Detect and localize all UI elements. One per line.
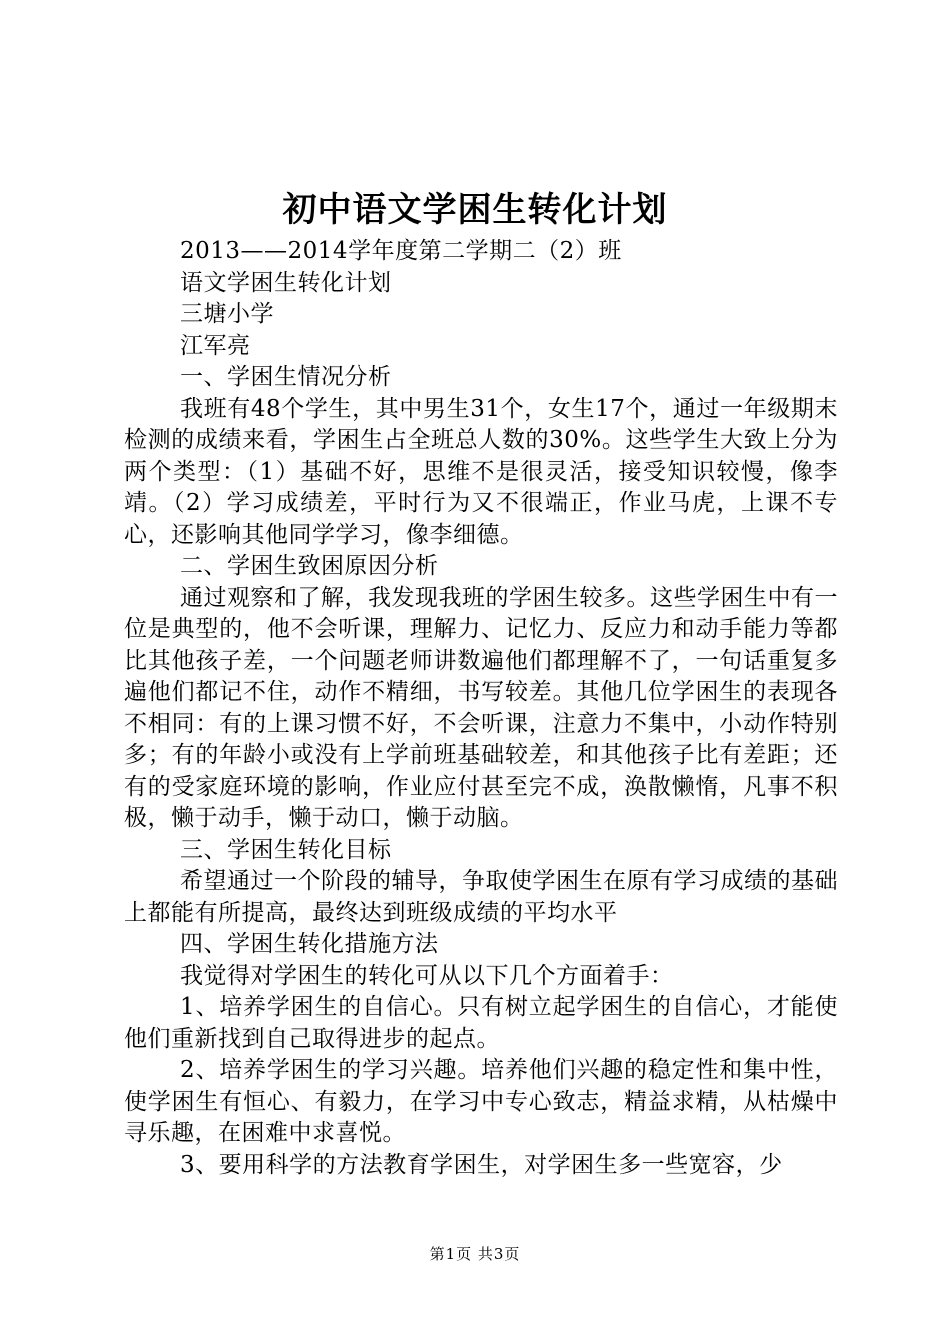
section-heading: 四、学困生转化措施方法	[180, 931, 439, 957]
class-info-line: 2013——2014学年度第二学期二（2）班	[180, 238, 622, 264]
list-item: 3、要用科学的方法教育学困生，对学困生多一些宽容，少	[180, 1151, 783, 1178]
paragraph: 我觉得对学困生的转化可从以下几个方面着手：	[180, 962, 674, 989]
document-title: 初中语文学困生转化计划	[282, 190, 668, 230]
section-heading: 一、学困生情况分析	[180, 364, 392, 390]
document-body	[124, 236, 838, 1181]
list-item: 2、培养学困生的学习兴趣。培养他们兴趣的稳定性和集中性，使学困生有恒心、有毅力，在学习中专心致志，精益求精，从枯燥中寻乐趣，在困难中求喜悦。	[124, 1057, 838, 1146]
plan-subtitle-line: 语文学困生转化计划	[180, 269, 392, 296]
paragraph: 希望通过一个阶段的辅导，争取使学困生在原有学习成绩的基础上都能有所提高，最终达到班级成绩的平均水平	[124, 868, 838, 926]
paragraph: 通过观察和了解，我发现我班的学困生较多。这些学困生中有一位是典型的，他不会听课，理解力、记忆力、反应力和动手能力等都比其他孩子差，一个问题老师讲数遍他们都理解不了，一句话重复多遍他们都记不住，动作不精细，书写较差。其他几位学困生的表现各不相同：有的上课习惯不好，不会听课，注意力不集中，小动作特别多；有的年龄小或没有上学前班基础较差，和其他孩子比有差距；还有的受家庭环境的影响，作业应付甚至完不成，涣散懒惰，凡事不积极，懒于动手，懒于动口，懒于动脑。	[124, 584, 838, 831]
list-item: 1、培养学困生的自信心。只有树立起学困生的自信心，才能使他们重新找到自己取得进步的起点。	[124, 994, 838, 1052]
section-heading: 三、学困生转化目标	[180, 836, 392, 863]
paragraph: 我班有48个学生，其中男生31个，女生17个，通过一年级期末检测的成绩来看，学困生占全班总人数的30%。这些学生大致上分为两个类型：（1）基础不好，思维不是很灵活，接受知识较慢，像李靖。（2）学习成绩差，平时行为又不很端正，作业马虎，上课不专心，还影响其他同学学习，像李细德。	[124, 395, 838, 548]
author-name-line: 江军亮	[180, 332, 251, 359]
section-heading: 二、学困生致困原因分析	[180, 553, 439, 579]
school-name-line: 三塘小学	[180, 301, 274, 327]
page-footer: 第1页 共3页	[429, 1245, 521, 1263]
